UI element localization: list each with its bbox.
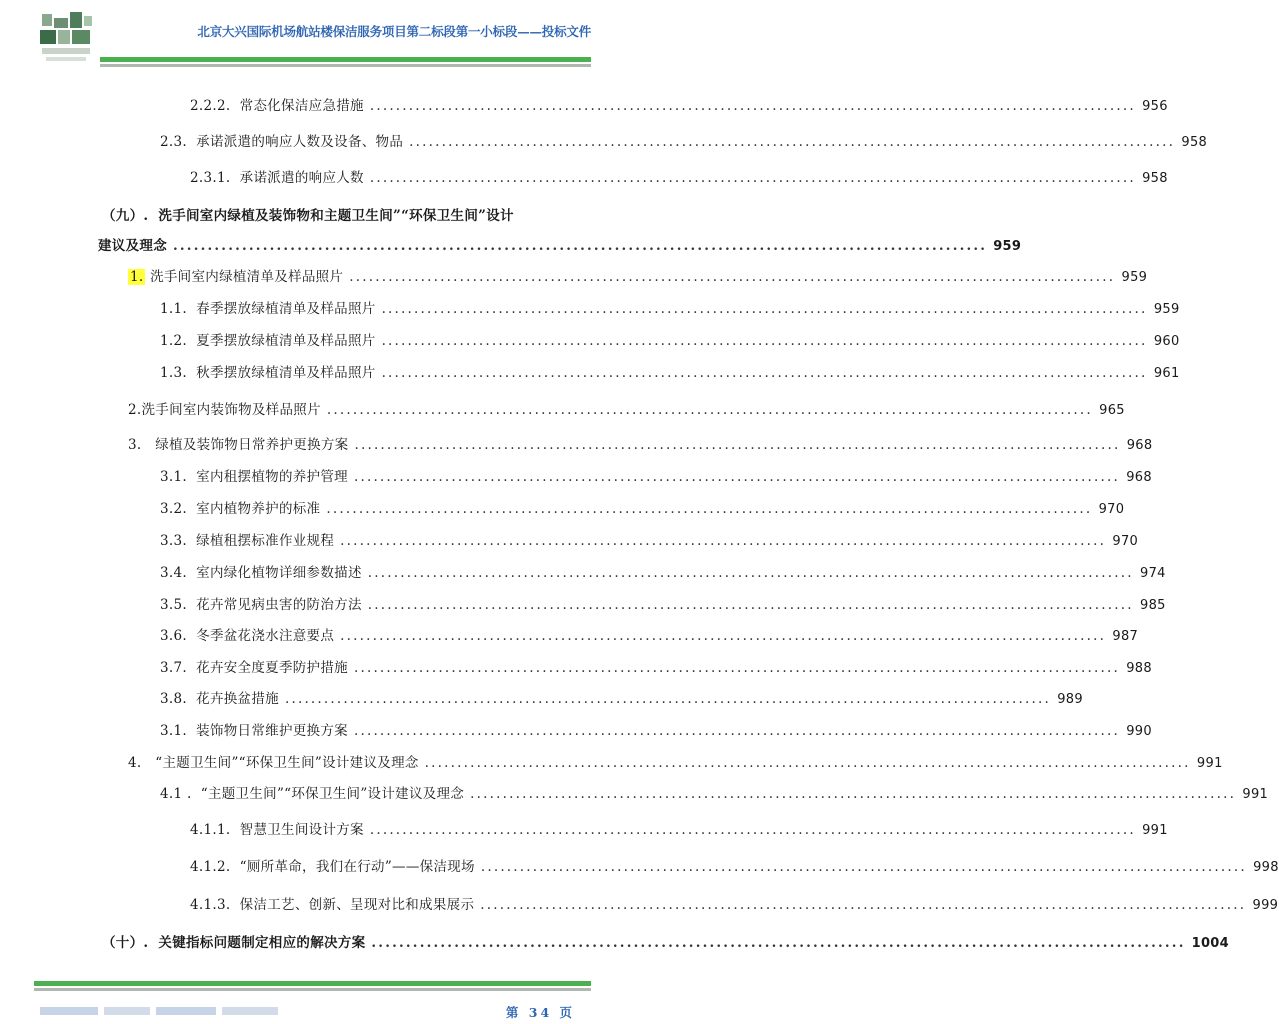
toc-entry-page: 958	[1181, 135, 1208, 150]
footer-green-bar	[34, 981, 591, 986]
toc-entry-chapter-nine-line1[interactable]	[102, 204, 514, 224]
toc-entry-page: 985	[1140, 598, 1166, 613]
toc-entry-number: 3.2.	[160, 501, 187, 517]
toc-entry-number: 3.1.	[160, 469, 187, 485]
toc-entry[interactable]	[190, 166, 1168, 186]
toc-entry-page: 999	[1252, 898, 1279, 913]
toc-leader: ......................................................................................................................	[480, 897, 1247, 913]
toc-entry-page: 998	[1253, 860, 1279, 875]
footer-grey-bar	[34, 988, 591, 991]
toc-entry-number: 2.2.2.	[190, 98, 231, 114]
toc-entry-number: 1.2.	[160, 333, 187, 349]
toc-leader: ......................................................................................................................	[354, 437, 1121, 453]
toc-entry-page: 965	[1099, 403, 1125, 418]
toc-leader: ......................................................................................................................	[367, 597, 1134, 613]
toc-entry-page: 1004	[1191, 936, 1229, 951]
toc-leader: ......................................................................................................................	[284, 691, 1051, 707]
toc-entry-number-highlighted: 1.	[130, 269, 144, 285]
toc-entry[interactable]	[160, 561, 1166, 581]
toc-entry-chapter-nine-line2[interactable]	[98, 234, 1022, 254]
toc-entry[interactable]	[160, 297, 1180, 317]
toc-entry-page: 991	[1142, 823, 1168, 838]
toc-entry-title: 花卉安全度夏季防护措施	[196, 660, 348, 676]
toc-entry[interactable]	[160, 593, 1166, 613]
toc-entry[interactable]	[128, 433, 1153, 453]
toc-entry-title: 室内租摆植物的养护管理	[196, 469, 348, 485]
toc-entry[interactable]	[190, 94, 1168, 114]
toc-entry-number: 1.1.	[160, 301, 187, 317]
toc-entry-title: 绿植及装饰物日常养护更换方案	[155, 437, 349, 453]
toc-entry-number: 2.3.	[160, 134, 187, 150]
toc-leader: ......................................................................................................................	[371, 935, 1186, 951]
toc-leader: ......................................................................................................................	[409, 134, 1176, 150]
toc-entry-number: 4.1 .	[160, 786, 192, 802]
toc-entry-title: 常态化保洁应急措施	[239, 98, 364, 114]
toc-leader: ......................................................................................................................	[369, 98, 1136, 114]
toc-leader: ......................................................................................................................	[326, 501, 1093, 517]
toc-entry-page: 956	[1142, 99, 1168, 114]
toc-leader: ......................................................................................................................	[381, 365, 1148, 381]
toc-entry-number: 2.3.1.	[190, 170, 231, 186]
toc-entry-number: 3.7.	[160, 660, 187, 676]
toc-entry-page: 991	[1196, 756, 1223, 771]
toc-entry-number: 3.4.	[160, 565, 187, 581]
toc-entry[interactable]	[128, 751, 1223, 771]
toc-entry-title: 洗手间室内绿植清单及样品照片	[150, 269, 344, 285]
toc-entry-title: 智慧卫生间设计方案	[239, 822, 364, 838]
footer-page-number: 第 34 页	[505, 1005, 575, 1020]
toc-entry[interactable]	[160, 782, 1269, 802]
header-green-bar	[100, 57, 591, 62]
toc-leader: ......................................................................................................................	[340, 533, 1107, 549]
toc-entry-number: 3.1.	[160, 723, 187, 739]
toc-entry-number: 3.6.	[160, 628, 187, 644]
toc-entry-title: 建议及理念	[98, 238, 167, 254]
toc-leader: ......................................................................................................................	[369, 170, 1136, 186]
toc-leader: ......................................................................................................................	[424, 755, 1191, 771]
toc-entry-number: 2.	[128, 402, 142, 418]
toc-entry[interactable]	[160, 130, 1208, 150]
toc-entry-title: 室内绿化植物详细参数描述	[196, 565, 362, 581]
toc-entry-title: 花卉换盆措施	[196, 691, 279, 707]
toc-entry[interactable]	[160, 624, 1139, 644]
toc-leader: ......................................................................................................................	[353, 469, 1120, 485]
toc-entry-title: 冬季盆花浇水注意要点	[196, 628, 335, 644]
toc-entry[interactable]	[190, 893, 1279, 913]
header-grey-bar	[100, 64, 591, 67]
toc-entry-number: 3.3.	[160, 533, 187, 549]
toc-leader: ......................................................................................................................	[369, 822, 1136, 838]
toc-entry[interactable]	[190, 818, 1168, 838]
toc-entry[interactable]	[128, 265, 1148, 285]
toc-entry[interactable]	[160, 497, 1125, 517]
toc-entry-page: 968	[1126, 470, 1152, 485]
toc-entry-page: 987	[1112, 629, 1139, 644]
toc-entry-number: 1.3.	[160, 365, 187, 381]
footer-company-info-blurred	[40, 1004, 280, 1018]
toc-entry-page: 970	[1098, 502, 1125, 517]
toc-entry-title: 承诺派遣的响应人数	[239, 170, 364, 186]
toc-leader: ......................................................................................................................	[381, 301, 1148, 317]
toc-entry-chapter-ten[interactable]	[102, 931, 1229, 951]
toc-entry[interactable]	[128, 398, 1125, 418]
toc-leader: ......................................................................................................................	[353, 660, 1120, 676]
toc-entry-number: （十）.	[102, 935, 149, 951]
toc-entry-page: 960	[1153, 334, 1180, 349]
toc-entry-page: 988	[1126, 661, 1152, 676]
toc-entry-number: 3.8.	[160, 691, 187, 707]
toc-entry-page: 958	[1142, 171, 1168, 186]
toc-entry[interactable]	[190, 855, 1279, 875]
toc-entry[interactable]	[160, 329, 1180, 349]
toc-entry-title: 保洁工艺、创新、呈现对比和成果展示	[239, 897, 475, 913]
document-header-title: 北京大兴国际机场航站楼保洁服务项目第二标段第一小标段——投标文件	[197, 24, 591, 39]
toc-entry[interactable]	[160, 687, 1083, 707]
toc-entry-title: 秋季摆放绿植清单及样品照片	[196, 365, 376, 381]
toc-entry-title: 洗手间室内装饰物及样品照片	[141, 402, 321, 418]
toc-leader: ......................................................................................................................	[349, 269, 1116, 285]
toc-entry-number: 3.	[128, 437, 142, 453]
toc-leader: ......................................................................................................................	[381, 333, 1148, 349]
toc-entry-number: 4.	[128, 755, 142, 771]
company-logo	[36, 10, 96, 66]
toc-leader: ......................................................................................................................	[353, 723, 1120, 739]
toc-entry-page: 959	[993, 239, 1022, 254]
toc-entry[interactable]	[160, 719, 1152, 739]
toc-entry-page: 989	[1057, 692, 1083, 707]
toc-entry-page: 968	[1126, 438, 1153, 453]
toc-entry-title: 绿植租摆标准作业规程	[196, 533, 335, 549]
toc-entry-title: 春季摆放绿植清单及样品照片	[196, 301, 376, 317]
toc-entry-title: 花卉常见病虫害的防治方法	[196, 597, 362, 613]
toc-entry[interactable]	[160, 529, 1139, 549]
toc-entry-title: 夏季摆放绿植清单及样品照片	[196, 333, 376, 349]
toc-leader: ......................................................................................................................	[367, 565, 1134, 581]
toc-entry-page: 990	[1126, 724, 1152, 739]
toc-leader: ......................................................................................................................	[326, 402, 1093, 418]
toc-entry-page: 959	[1153, 302, 1180, 317]
toc-entry-number: 4.1.3.	[190, 897, 231, 913]
toc-entry[interactable]	[160, 465, 1152, 485]
toc-entry-title: 装饰物日常维护更换方案	[196, 723, 348, 739]
toc-entry-title: 洗手间室内绿植及装饰物和主题卫生间”“环保卫生间”设计	[158, 208, 514, 224]
toc-leader: ......................................................................................................................	[173, 238, 988, 254]
toc-leader: ......................................................................................................................	[470, 786, 1237, 802]
toc-entry-number: 3.5.	[160, 597, 187, 613]
toc-entry-number: 4.1.1.	[190, 822, 231, 838]
toc-entry-page: 961	[1153, 366, 1180, 381]
toc-leader: ......................................................................................................................	[480, 859, 1247, 875]
toc-entry-title: “主题卫生间”“环保卫生间”设计建议及理念	[200, 786, 465, 802]
toc-entry-page: 991	[1242, 787, 1269, 802]
toc-leader: ......................................................................................................................	[340, 628, 1107, 644]
toc-entry-page: 970	[1112, 534, 1139, 549]
toc-entry[interactable]	[160, 361, 1180, 381]
toc-entry-title: 关键指标问题制定相应的解决方案	[158, 935, 366, 951]
toc-entry-page: 974	[1140, 566, 1166, 581]
toc-entry-title: 室内植物养护的标准	[196, 501, 321, 517]
toc-entry-title: “厕所革命，我们在行动”——保洁现场	[239, 859, 475, 875]
toc-entry-number: 4.1.2.	[190, 859, 231, 875]
toc-entry-title: 承诺派遣的响应人数及设备、物品	[196, 134, 404, 150]
toc-entry-number: （九）.	[102, 208, 149, 224]
toc-entry[interactable]	[160, 656, 1152, 676]
toc-entry-title: “主题卫生间”“环保卫生间”设计建议及理念	[155, 755, 419, 771]
toc-entry-page: 959	[1121, 270, 1148, 285]
